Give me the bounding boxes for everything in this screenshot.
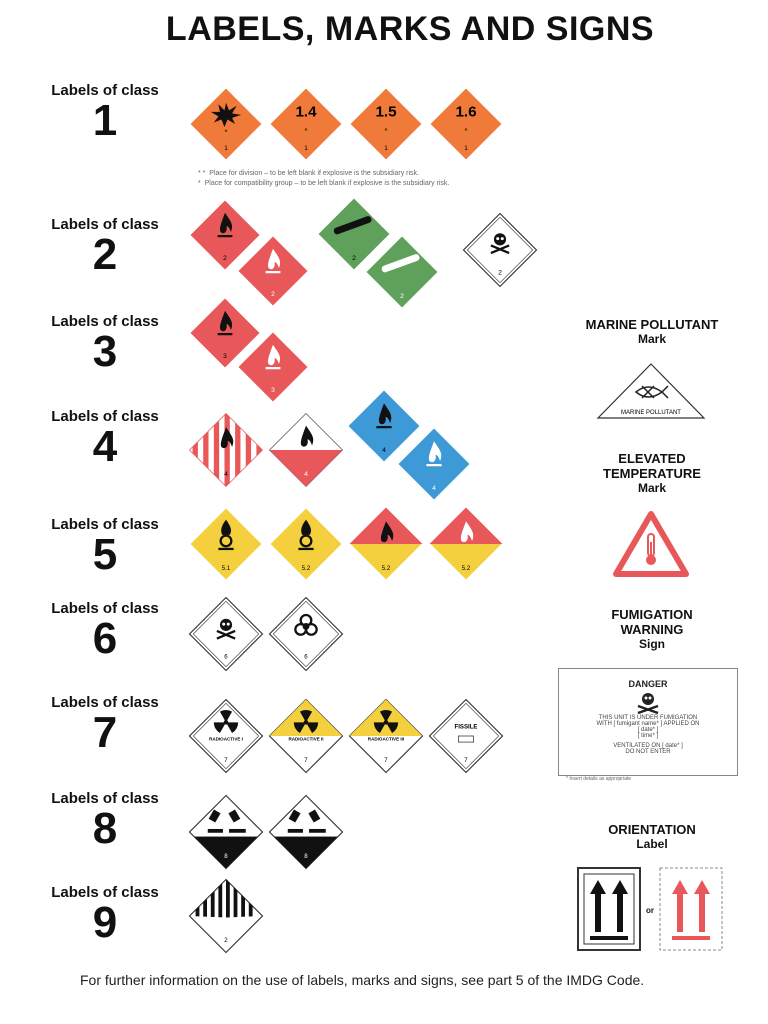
radioactive-category-text: RADIOACTIVE I xyxy=(209,736,243,742)
class5-2-organic-peroxide-white-label xyxy=(428,506,504,582)
orientation-label-red xyxy=(658,866,724,952)
class7-radioactive-i-label xyxy=(188,698,264,774)
fumigation-text-line: [ date* ] xyxy=(637,727,659,733)
fumigation-warning-sign xyxy=(558,668,738,776)
elevated-temp-line2: TEMPERATURE xyxy=(603,466,701,481)
class-number-text: 8 xyxy=(304,852,308,860)
class-number-text: 4 xyxy=(432,484,436,492)
class-number-text: 1 xyxy=(464,144,468,152)
class5-2-organic-peroxide-label xyxy=(348,506,424,582)
note-marker: * * xyxy=(198,170,206,177)
class-number-text: 2 xyxy=(223,255,227,263)
fumigation-line1: FUMIGATION xyxy=(611,607,693,622)
class-heading-7 xyxy=(40,694,170,755)
class-number: 4 xyxy=(92,422,118,471)
class1-note-division xyxy=(198,170,419,177)
class7-radioactive-ii-label xyxy=(268,698,344,774)
class6-toxic-label xyxy=(188,596,264,672)
class-label: Labels of class xyxy=(51,694,159,711)
class-number-text: 3 xyxy=(271,387,275,395)
division-text: 1.6 xyxy=(455,103,477,121)
class-number: 1 xyxy=(92,96,118,145)
marine-pollutant-title: MARINE POLLUTANT xyxy=(585,317,719,332)
fumigation-text-line: VENTILATED ON [ date* ] xyxy=(613,743,683,749)
fissile-text: FISSILE xyxy=(454,723,478,731)
asterisk-text: * xyxy=(464,126,468,136)
radioactive-category-text: RADIOACTIVE III xyxy=(367,736,405,742)
class1-division-1-5-label xyxy=(348,86,424,162)
fumigation-text-line: WITH [ fumigant name* ] APPLIED ON xyxy=(596,721,700,727)
class9-miscellaneous-label xyxy=(188,878,264,954)
class-number-text: 2 xyxy=(271,291,275,299)
class-number-text: 2 xyxy=(498,269,502,277)
class-number-text: 3 xyxy=(223,353,227,361)
class6-infectious-label xyxy=(268,596,344,672)
class1-division-1-6-label xyxy=(428,86,504,162)
thermometer-icon xyxy=(646,534,656,565)
or-text: or xyxy=(646,906,654,915)
class7-radioactive-iii-label xyxy=(348,698,424,774)
class-number-text: 5.2 xyxy=(381,564,391,572)
class-number-text: 5.1 xyxy=(221,564,231,572)
class-label: Labels of class xyxy=(51,408,159,425)
class-number-text: 4 xyxy=(224,470,228,478)
class-number-text: 7 xyxy=(384,756,388,764)
note-text: Place for division – to be left blank if explosive is the subsidiary risk. xyxy=(209,170,420,177)
class-number: 7 xyxy=(92,708,118,757)
class-heading-6 xyxy=(40,600,170,661)
marine-pollutant-heading xyxy=(562,317,742,346)
elevated-temperature-mark xyxy=(612,510,690,578)
class4-dangerous-when-wet-white-label xyxy=(396,426,472,502)
asterisk-text: * xyxy=(304,126,308,136)
class-number-text: 6 xyxy=(224,653,228,661)
class-label: Labels of class xyxy=(51,884,159,901)
class2-toxic-gas-label xyxy=(462,212,538,288)
class-heading-1 xyxy=(40,82,170,143)
marine-pollutant-mark xyxy=(596,362,706,420)
elevated-temp-line1: ELEVATED xyxy=(618,451,686,466)
class-number-text: 1 xyxy=(224,144,228,152)
orientation-subtitle: Label xyxy=(636,837,668,851)
class-label: Labels of class xyxy=(51,313,159,330)
marine-pollutant-inner-text: MARINE POLLUTANT xyxy=(621,410,681,416)
class7-fissile-label xyxy=(428,698,504,774)
danger-text: DANGER xyxy=(628,679,668,689)
class-number-text: 8 xyxy=(224,852,228,860)
class-label: Labels of class xyxy=(51,600,159,617)
class-number-text: 1 xyxy=(384,144,388,152)
class-number-text: 2 xyxy=(400,292,404,300)
asterisk-text: * xyxy=(224,127,228,137)
class-number: 8 xyxy=(92,804,118,853)
footer-note: For further information on the use of labels, marks and signs, see part 5 of the IMDG Code. xyxy=(80,972,645,988)
class-number: 5 xyxy=(92,530,118,579)
orientation-title: ORIENTATION xyxy=(608,822,696,837)
class-number-text: 7 xyxy=(224,756,228,764)
class-number: 2 xyxy=(92,230,118,279)
division-text: 1.5 xyxy=(375,103,397,121)
fumigation-subtitle: Sign xyxy=(639,637,665,651)
fumigation-footnote: * Insert details as appropriate xyxy=(566,776,632,782)
class-number-text: 6 xyxy=(304,653,308,661)
class-number: 3 xyxy=(92,327,118,376)
note-marker: * xyxy=(198,180,201,187)
skull-crossbones-icon xyxy=(635,691,661,715)
orientation-heading xyxy=(562,822,742,851)
class8-corrosive-alt-label xyxy=(268,794,344,870)
class8-corrosive-label xyxy=(188,794,264,870)
marine-pollutant-subtitle: Mark xyxy=(637,332,666,346)
fumigation-text-line: DO NOT ENTER xyxy=(625,749,671,755)
fumigation-line2: WARNING xyxy=(620,622,684,637)
fumigation-text-line: [ time* ] xyxy=(637,733,659,739)
class-number: 9 xyxy=(92,898,118,947)
class-number-text: 4 xyxy=(382,446,386,454)
division-text: 1.4 xyxy=(295,103,317,121)
class-heading-2 xyxy=(40,216,170,277)
class-number: 6 xyxy=(92,614,118,663)
class1-note-compatibility xyxy=(198,180,449,187)
class-label: Labels of class xyxy=(51,790,159,807)
elevated-temperature-heading xyxy=(562,451,742,495)
class-heading-5 xyxy=(40,516,170,577)
class1-division-1-4-label xyxy=(268,86,344,162)
class-number-text: 7 xyxy=(304,756,308,764)
radioactive-category-text: RADIOACTIVE II xyxy=(288,736,324,742)
class4-spontaneously-combustible-label xyxy=(268,412,344,488)
fumigation-text-line: THIS UNIT IS UNDER FUMIGATION xyxy=(598,715,698,721)
class-number-text: 4 xyxy=(304,470,308,478)
elevated-temp-subtitle: Mark xyxy=(637,481,666,495)
class-label: Labels of class xyxy=(51,82,159,99)
class-heading-8 xyxy=(40,790,170,851)
note-text: Place for compatibility group – to be left blank if explosive is the subsidiary risk. xyxy=(204,180,450,187)
asterisk-text: * xyxy=(384,126,388,136)
class-number-text: 5.2 xyxy=(461,564,471,572)
class-label: Labels of class xyxy=(51,216,159,233)
class-number-text: 2 xyxy=(224,936,228,944)
class-number-text: 5.2 xyxy=(301,564,311,572)
fumigation-heading xyxy=(562,607,742,651)
class-number-text: 1 xyxy=(304,144,308,152)
class3-flammable-liquid-white-label xyxy=(236,330,310,404)
class-heading-9 xyxy=(40,884,170,945)
class1-explosive-label xyxy=(188,86,264,162)
page-title: LABELS, MARKS AND SIGNS xyxy=(165,10,655,48)
class-number-text: 2 xyxy=(352,254,356,262)
class2-non-flammable-gas-white-label xyxy=(364,234,440,310)
class-heading-3 xyxy=(40,313,170,374)
class-number-text: 7 xyxy=(464,756,468,764)
class-heading-4 xyxy=(40,408,170,469)
class-label: Labels of class xyxy=(51,516,159,533)
class5-1-oxidizer-label xyxy=(188,506,264,582)
class4-flammable-solid-label xyxy=(188,412,264,488)
orientation-label-black xyxy=(576,866,642,952)
class5-2-organic-peroxide-yellow-label xyxy=(268,506,344,582)
